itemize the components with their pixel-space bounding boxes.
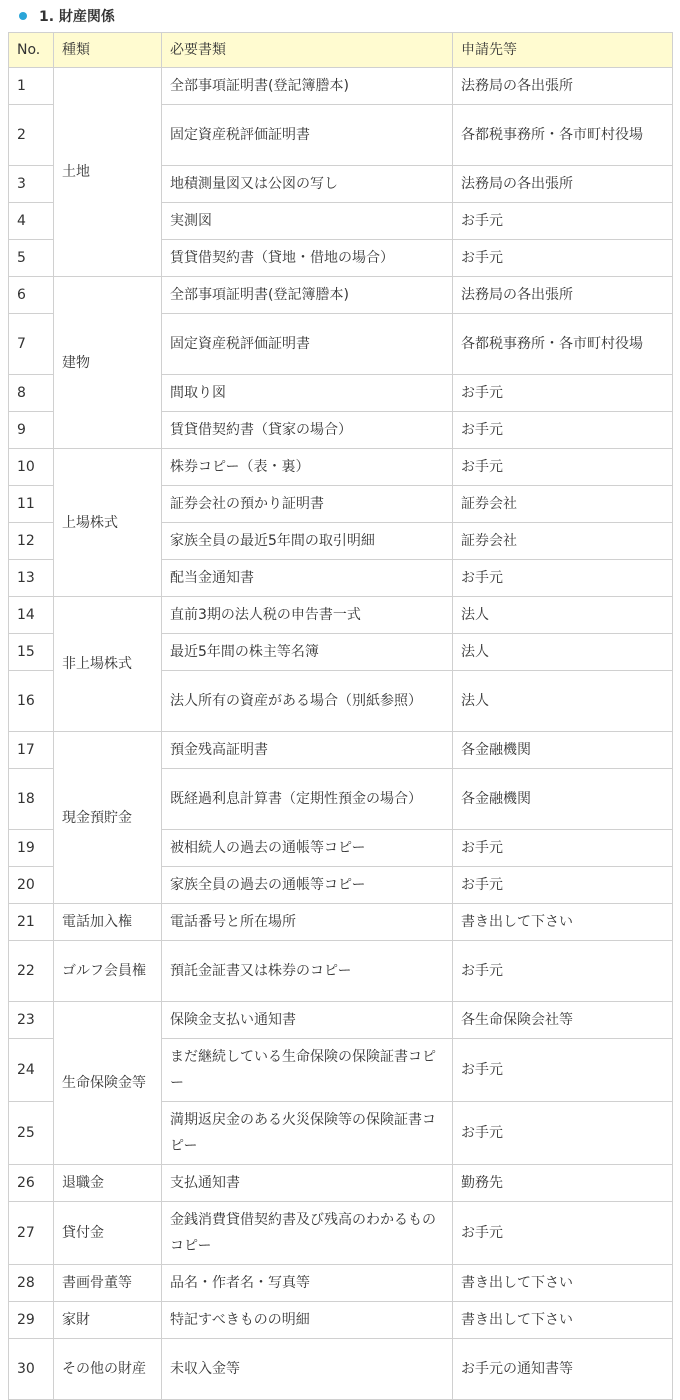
row-number: 4 — [9, 203, 54, 240]
document-cell: 金銭消費貸借契約書及び残高のわかるものコピー — [162, 1202, 453, 1265]
header-no: No. — [9, 33, 54, 68]
table-row — [9, 732, 673, 769]
category-cell: 建物 — [54, 277, 162, 449]
row-number: 26 — [9, 1165, 54, 1202]
document-cell: 地積測量図又は公図の写し — [162, 166, 453, 203]
destination-cell: 書き出して下さい — [453, 1265, 673, 1302]
row-number: 1 — [9, 68, 54, 105]
document-cell: 間取り図 — [162, 375, 453, 412]
row-number: 28 — [9, 1265, 54, 1302]
document-cell: 賃貸借契約書（貸地・借地の場合） — [162, 240, 453, 277]
row-number: 2 — [9, 105, 54, 166]
row-number: 23 — [9, 1002, 54, 1039]
document-cell: 未収入金等 — [162, 1339, 453, 1400]
row-number: 21 — [9, 904, 54, 941]
destination-cell: 勤務先 — [453, 1165, 673, 1202]
category-cell: 土地 — [54, 68, 162, 277]
table-row — [9, 1002, 673, 1039]
destination-cell: 各金融機関 — [453, 769, 673, 830]
row-number: 30 — [9, 1339, 54, 1400]
table-header-row — [9, 33, 673, 68]
category-cell: 書画骨董等 — [54, 1265, 162, 1302]
row-number: 10 — [9, 449, 54, 486]
document-cell: 保険金支払い通知書 — [162, 1002, 453, 1039]
destination-cell: お手元 — [453, 1202, 673, 1265]
category-cell: 非上場株式 — [54, 597, 162, 732]
table-row — [9, 68, 673, 105]
document-cell: 直前3期の法人税の申告書一式 — [162, 597, 453, 634]
row-number: 20 — [9, 867, 54, 904]
row-number: 14 — [9, 597, 54, 634]
table-row — [9, 1339, 673, 1400]
document-cell: 支払通知書 — [162, 1165, 453, 1202]
table-row — [9, 1202, 673, 1265]
document-cell: 固定資産税評価証明書 — [162, 105, 453, 166]
document-cell: 品名・作者名・写真等 — [162, 1265, 453, 1302]
document-cell: 預金残高証明書 — [162, 732, 453, 769]
document-cell: 株券コピー（表・裏） — [162, 449, 453, 486]
destination-cell: お手元 — [453, 375, 673, 412]
row-number: 25 — [9, 1102, 54, 1165]
destination-cell: お手元 — [453, 449, 673, 486]
category-cell: ゴルフ会員権 — [54, 941, 162, 1002]
document-cell: 配当金通知書 — [162, 560, 453, 597]
destination-cell: お手元 — [453, 1039, 673, 1102]
table-row — [9, 597, 673, 634]
document-cell: 既経過利息計算書（定期性預金の場合） — [162, 769, 453, 830]
category-cell: 生命保険金等 — [54, 1002, 162, 1165]
destination-cell: 各金融機関 — [453, 732, 673, 769]
document-cell: 満期返戻金のある火災保険等の保険証書コピー — [162, 1102, 453, 1165]
row-number: 29 — [9, 1302, 54, 1339]
destination-cell: お手元 — [453, 941, 673, 1002]
document-cell: 賃貸借契約書（貸家の場合） — [162, 412, 453, 449]
document-cell: まだ継続している生命保険の保険証書コピー — [162, 1039, 453, 1102]
document-cell: 預託金証書又は株券のコピー — [162, 941, 453, 1002]
category-cell: 上場株式 — [54, 449, 162, 597]
table-row — [9, 449, 673, 486]
destination-cell: お手元 — [453, 560, 673, 597]
row-number: 7 — [9, 314, 54, 375]
header-destination: 申請先等 — [453, 33, 673, 68]
destination-cell: 法務局の各出張所 — [453, 68, 673, 105]
document-cell: 電話番号と所在場所 — [162, 904, 453, 941]
document-cell: 法人所有の資産がある場合（別紙参照） — [162, 671, 453, 732]
row-number: 15 — [9, 634, 54, 671]
table-row — [9, 277, 673, 314]
row-number: 17 — [9, 732, 54, 769]
document-cell: 全部事項証明書(登記簿謄本) — [162, 277, 453, 314]
destination-cell: 各都税事務所・各市町村役場 — [453, 314, 673, 375]
header-category: 種類 — [54, 33, 162, 68]
category-cell: 現金預貯金 — [54, 732, 162, 904]
row-number: 19 — [9, 830, 54, 867]
row-number: 18 — [9, 769, 54, 830]
destination-cell: 各生命保険会社等 — [453, 1002, 673, 1039]
row-number: 22 — [9, 941, 54, 1002]
row-number: 6 — [9, 277, 54, 314]
row-number: 5 — [9, 240, 54, 277]
document-cell: 特記すべきものの明細 — [162, 1302, 453, 1339]
document-cell: 実測図 — [162, 203, 453, 240]
destination-cell: 法務局の各出張所 — [453, 277, 673, 314]
section-title: 1. 財産関係 — [39, 9, 115, 25]
category-cell: その他の財産 — [54, 1339, 162, 1400]
destination-cell: 書き出して下さい — [453, 1302, 673, 1339]
category-cell: 電話加入権 — [54, 904, 162, 941]
destination-cell: お手元 — [453, 412, 673, 449]
header-document: 必要書類 — [162, 33, 453, 68]
destination-cell: お手元 — [453, 867, 673, 904]
table-row — [9, 1165, 673, 1202]
destination-cell: 法人 — [453, 597, 673, 634]
document-cell: 固定資産税評価証明書 — [162, 314, 453, 375]
destination-cell: お手元 — [453, 203, 673, 240]
category-cell: 退職金 — [54, 1165, 162, 1202]
row-number: 9 — [9, 412, 54, 449]
table-row — [9, 941, 673, 1002]
destination-cell: お手元 — [453, 240, 673, 277]
table-body — [9, 68, 673, 1400]
destination-cell: お手元 — [453, 1102, 673, 1165]
document-cell: 全部事項証明書(登記簿謄本) — [162, 68, 453, 105]
table-row — [9, 1302, 673, 1339]
row-number: 13 — [9, 560, 54, 597]
destination-cell: 法人 — [453, 671, 673, 732]
row-number: 11 — [9, 486, 54, 523]
destination-cell: お手元 — [453, 830, 673, 867]
destination-cell: 法人 — [453, 634, 673, 671]
table-row — [9, 1265, 673, 1302]
document-cell: 証券会社の預かり証明書 — [162, 486, 453, 523]
bullet-icon — [19, 12, 27, 20]
category-cell: 貸付金 — [54, 1202, 162, 1265]
document-cell: 家族全員の最近5年間の取引明細 — [162, 523, 453, 560]
property-documents-table — [8, 32, 673, 1400]
destination-cell: 法務局の各出張所 — [453, 166, 673, 203]
document-cell: 最近5年間の株主等名簿 — [162, 634, 453, 671]
destination-cell: 証券会社 — [453, 523, 673, 560]
row-number: 27 — [9, 1202, 54, 1265]
destination-cell: 証券会社 — [453, 486, 673, 523]
row-number: 12 — [9, 523, 54, 560]
row-number: 3 — [9, 166, 54, 203]
section-heading — [0, 0, 680, 32]
destination-cell: 各都税事務所・各市町村役場 — [453, 105, 673, 166]
document-cell: 家族全員の過去の通帳等コピー — [162, 867, 453, 904]
document-cell: 被相続人の過去の通帳等コピー — [162, 830, 453, 867]
row-number: 24 — [9, 1039, 54, 1102]
destination-cell: 書き出して下さい — [453, 904, 673, 941]
row-number: 16 — [9, 671, 54, 732]
row-number: 8 — [9, 375, 54, 412]
destination-cell: お手元の通知書等 — [453, 1339, 673, 1400]
category-cell: 家財 — [54, 1302, 162, 1339]
table-row — [9, 904, 673, 941]
